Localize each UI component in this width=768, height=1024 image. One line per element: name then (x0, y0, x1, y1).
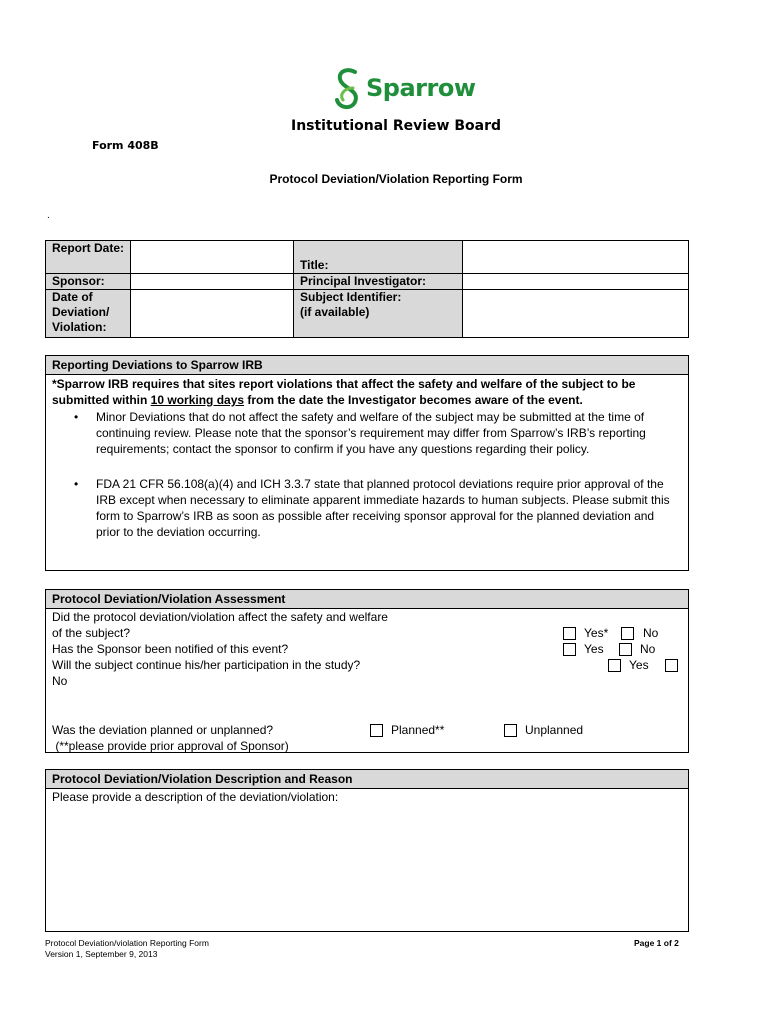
subject-identifier-label: Subject Identifier: (if available) (294, 290, 463, 338)
reporting-heading: Reporting Deviations to Sparrow IRB (46, 356, 688, 375)
footer-left (45, 938, 209, 960)
description-prompt: Please provide a description of the deviation/violation: (52, 790, 339, 804)
rule-planned-deviations: • FDA 21 CFR 56.108(a)(4) and ICH 3.3.7 state that planned protocol deviations require prior approval of the IRB except when necessary to eliminate apparent immediate hazards to human subjects. Please submit this form to Sparrow’s IRB as soon as possible after receiving sponsor approval for the planned deviation and prior to the deviation occurring. (96, 476, 674, 540)
q1-yes-label: Yes* (584, 626, 609, 640)
q1-line2: of the subject? (52, 626, 131, 640)
reporting-rules (46, 409, 674, 540)
description-section (45, 769, 689, 932)
form-number: Form 408B (92, 139, 159, 152)
q1-yes-checkbox[interactable] (563, 627, 576, 640)
rule-minor-deviations: • Minor Deviations that do not affect the safety and welfare of the subject may be submitted at the time of continuing review. Please note that the sponsor’s requirement may differ from Sparrow’s IRB’s reporting requirements; contact the sponsor to confirm if you have any questions regarding their policy. (96, 409, 674, 457)
q3-yes-label: Yes (629, 658, 649, 672)
q3-no-label: No (52, 674, 68, 688)
q1-line1: Did the protocol deviation/violation affect the safety and welfare (52, 610, 388, 624)
q2-yes-label: Yes (584, 642, 604, 656)
sparrow-logo (333, 66, 476, 114)
title-field[interactable] (463, 241, 689, 274)
board-title: Institutional Review Board (290, 118, 502, 134)
description-field[interactable] (46, 789, 688, 934)
q3-text: Will the subject continue his/her participation in the study? (52, 658, 361, 672)
q4-planned-label: Planned** (391, 723, 445, 737)
logo-wordmark: Sparrow (366, 74, 476, 102)
q4-note: (**please provide prior approval of Sponsor) (52, 739, 289, 753)
stray-dot: . (47, 210, 50, 221)
subject-identifier-field[interactable] (463, 290, 689, 338)
deadline-text: 10 working days (150, 393, 245, 407)
q1-no-label: No (643, 626, 659, 640)
q2-text: Has the Sponsor been notified of this event? (52, 642, 289, 656)
report-date-label: Report Date: (46, 241, 131, 274)
sponsor-label: Sponsor: (46, 274, 131, 290)
page-number: Page 1 of 2 (634, 938, 679, 948)
q4-unplanned-checkbox[interactable] (504, 724, 517, 737)
date-of-deviation-label: Date of Deviation/ Violation: (46, 290, 131, 338)
sponsor-field[interactable] (131, 274, 294, 290)
sparrow-swirl-icon (333, 66, 363, 112)
q2-no-label: No (640, 642, 656, 656)
assessment-heading: Protocol Deviation/Violation Assessment (46, 590, 688, 609)
q4-unplanned-label: Unplanned (525, 723, 584, 737)
reporting-section (45, 355, 689, 571)
footer-form-name: Protocol Deviation/violation Reporting Form (45, 938, 209, 948)
info-table (45, 240, 689, 338)
report-date-field[interactable] (131, 241, 294, 274)
q1-no-checkbox[interactable] (621, 627, 634, 640)
reporting-intro: *Sparrow IRB requires that sites report violations that affect the safety and welfare of the subject to be submitted within 10 working days from the date the Investigator becomes aware of the event. (52, 377, 636, 407)
footer-version: Version 1, September 9, 2013 (45, 949, 158, 959)
date-of-deviation-field[interactable] (131, 290, 294, 338)
q3-no-checkbox[interactable] (665, 659, 678, 672)
q4-planned-checkbox[interactable] (370, 724, 383, 737)
q4-text: Was the deviation planned or unplanned? (52, 723, 274, 737)
assessment-section (45, 589, 689, 753)
q2-no-checkbox[interactable] (619, 643, 632, 656)
pi-label: Principal Investigator: (294, 274, 463, 290)
q2-yes-checkbox[interactable] (563, 643, 576, 656)
pi-field[interactable] (463, 274, 689, 290)
title-label: Title: (294, 241, 463, 274)
description-heading: Protocol Deviation/Violation Description and Reason (46, 770, 688, 789)
form-title: Protocol Deviation/Violation Reporting Form (269, 172, 523, 186)
q3-yes-checkbox[interactable] (608, 659, 621, 672)
